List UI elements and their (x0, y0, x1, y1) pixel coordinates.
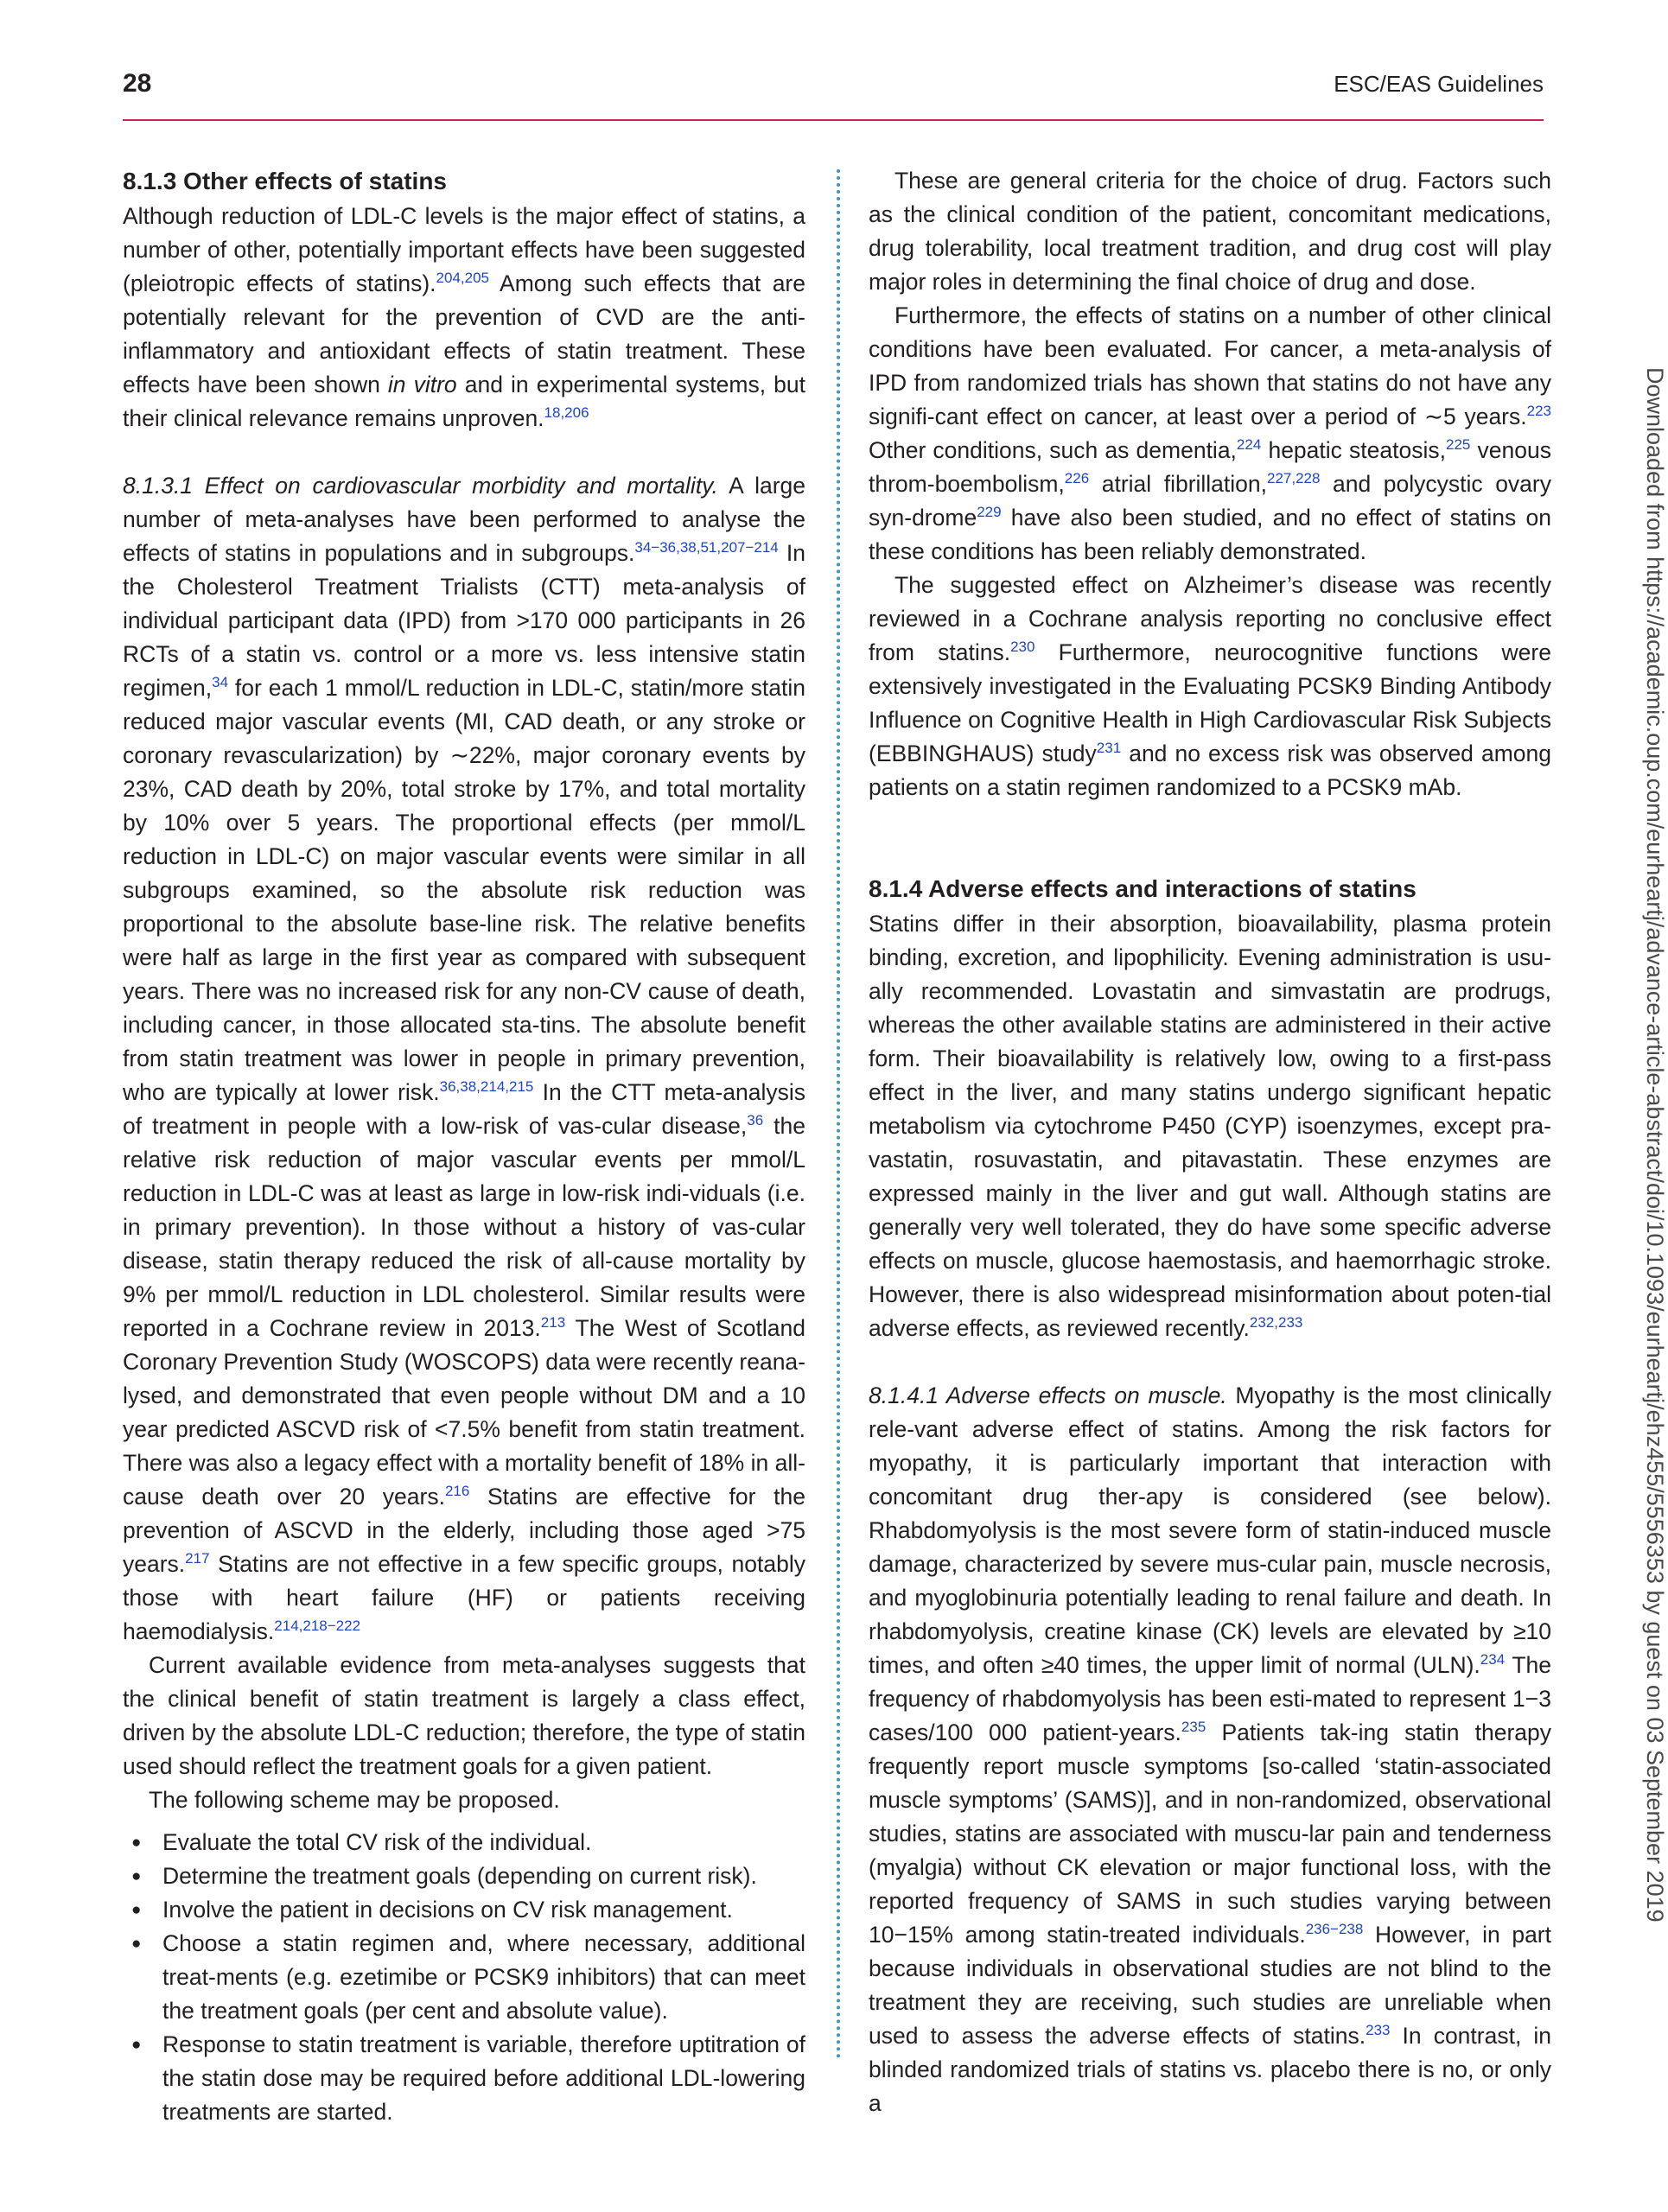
text-run: The suggested effect on Alzheimer’s disease was recently reviewed in a Cochrane analysis reporting no conclusive effect from statins. (869, 572, 1551, 665)
paragraph-muscle-effects (869, 1379, 1551, 2120)
paragraph-cv-morbidity (123, 469, 805, 1649)
citation-ref[interactable]: 225 (1446, 436, 1471, 453)
citation-ref[interactable]: 216 (444, 1483, 470, 1499)
text-run: Statins are not effective in a few specific groups, notably those with heart failure (HF) or patients receiving haemodialysis. (123, 1551, 805, 1644)
section-heading-8-1-4: 8.1.4 Adverse effects and interactions of statins (869, 875, 1417, 902)
subsection-heading-8-1-3-1: 8.1.3.1 Effect on cardiovascular morbidity and mortality. (123, 473, 718, 499)
citation-ref[interactable]: 217 (185, 1550, 210, 1567)
text-run: venous throm-boembolism, (869, 437, 1551, 497)
citation-ref[interactable]: 36,38,214,215 (439, 1078, 534, 1095)
citation-ref[interactable]: 34−36,38,51,207−214 (634, 539, 779, 556)
text-run: have also been studied, and no effect of statins on these conditions has been reliably demonstrated. (869, 505, 1551, 564)
paragraph-alzheimers (869, 569, 1551, 804)
citation-ref[interactable]: 223 (1526, 403, 1551, 419)
text-run: In the Cholesterol Treatment Trialists (CTT) meta-analysis of individual participant data (IPD) from >170 000 participants in 26 RCTs of a statin vs. control or a more vs. less intensive statin regimen, (123, 540, 806, 701)
text-run: Statins are effective for the prevention of ASCVD in the elderly, including those aged >75 years. (123, 1484, 805, 1577)
citation-ref[interactable]: 34 (212, 674, 229, 690)
header-rule (123, 119, 1544, 121)
text-run: hepatic steatosis, (1261, 437, 1446, 463)
text-run: However, in part because individuals in observational studies are not blind to the treatment they are receiving, such studies are unreliable when used to assess the adverse effects of statins. (869, 1922, 1551, 2049)
bullet-item: ● Choose a statin regimen and, where necessary, additional treat-ments (e.g. ezetimibe or PCSK9 inhibitors) that can meet the treatment goals (per cent and absolute value). (123, 1927, 805, 2028)
section-heading-8-1-3: 8.1.3 Other effects of statins (123, 168, 448, 194)
text-run: and polycystic ovary syn-drome (869, 471, 1551, 531)
text-run: Myopathy is the most clinically rele-vant adverse effect of statins. Among the risk factors for myopathy, it is particularly important that interaction with concomitant drug ther-apy is considered (see below). Rhabdomyolysis is the most severe form of statin-induced muscle damage, characterized by severe mus-cular pain, muscle necrosis, and myoglobinuria potentially leading to renal failure and death. In rhabdomyolysis, creatine kinase (CK) levels are elevated by ≥10 times, and often ≥40 times, the upper limit of normal (ULN). (869, 1382, 1551, 1678)
citation-ref[interactable]: 226 (1064, 470, 1090, 486)
text-run: Other conditions, such as dementia, (869, 437, 1237, 463)
paragraph-statin-pharmacology (869, 907, 1551, 1345)
text-run: atrial fibrillation, (1089, 471, 1268, 497)
citation-ref[interactable]: 213 (540, 1314, 566, 1331)
citation-ref[interactable]: 227,228 (1267, 470, 1321, 486)
running-head: ESC/EAS Guidelines (1334, 71, 1544, 97)
download-notice: Downloaded from https://academic.oup.com/eurheartj/advance-article-abstract/doi/10.1093/eurheartj/ehz455/5556353 by guest on 03 September 2019 (1642, 367, 1668, 1923)
text-run: the relative risk reduction of major vascular events per mmol/L reduction in LDL-C was at least as large in low-risk indi-viduals (i.e. in primary prevention). In those without a history of vas-cular disease, statin therapy reduced the risk of all-cause mortality by 9% per mmol/L reduction in LDL cholesterol. Similar results were reported in a Cochrane review in 2013. (123, 1113, 805, 1341)
page-number: 28 (123, 69, 152, 98)
citation-ref[interactable]: 234 (1480, 1651, 1506, 1668)
spacer (123, 435, 805, 469)
paragraph-other-conditions (869, 299, 1551, 569)
text-run: Among such effects that are potentially relevant for the prevention of CVD are the anti-inflammatory and antioxidant effects of statin treatment. These effects have been shown (123, 270, 805, 397)
citation-ref[interactable]: 224 (1236, 436, 1262, 453)
paragraph-drug-choice: These are general criteria for the choice of drug. Factors such as the clinical condition of the patient, concomitant medications, drug tolerability, local treatment tradition, and drug cost will play major roles in determining the final choice of drug and dose. (869, 168, 1551, 295)
citation-ref[interactable]: 236−238 (1305, 1921, 1364, 1937)
right-column (869, 164, 1551, 2120)
paragraph-pleiotropic-effects (123, 200, 805, 435)
scheme-bullet-list (123, 1826, 805, 2129)
text-run: Patients tak-ing statin therapy frequently report muscle symptoms [so-called ‘statin-associated muscle symptoms’ (SAMS)], and in non-randomized, observational studies, statins are associated with muscu-lar pain and tenderness (myalgia) without CK elevation or major functional loss, with the reported frequency of SAMS in such studies varying between 10−15% among statin-treated individuals. (869, 1719, 1551, 1948)
paragraph-class-effect: Current available evidence from meta-analyses suggests that the clinical benefit of statin treatment is largely a class effect, driven by the absolute LDL-C reduction; therefore, the type of statin used should reflect the treatment goals for a given patient. (123, 1652, 805, 1779)
spacer (869, 804, 1551, 872)
column-divider (837, 169, 840, 2060)
citation-ref[interactable]: 235 (1181, 1719, 1206, 1735)
bullet-item: ● Involve the patient in decisions on CV risk management. (123, 1893, 805, 1927)
text-run: The frequency of rhabdomyolysis has been esti-mated to represent 1−3 cases/100 000 patient-years. (869, 1652, 1551, 1745)
citation-ref[interactable]: 233 (1366, 2022, 1391, 2038)
text-run: In the CTT meta-analysis of treatment in people with a low-risk of vas-cular disease, (123, 1079, 805, 1139)
citation-ref[interactable]: 231 (1096, 740, 1122, 756)
text-run: Statins differ in their absorption, bioavailability, plasma protein binding, excretion, and lipophilicity. Evening administration is usu-ally recommended. Lovastatin and simvastatin are prodrugs, whereas the other available statins are administered in their active form. Their bioavailability is relatively low, owing to a first-pass effect in the liver, and many statins undergo significant hepatic metabolism via cytochrome P450 (CYP) isoenzymes, except pra-vastatin, rosuvastatin, and pitavastatin. These enzymes are expressed mainly in the liver and gut wall. Although statins are generally very well tolerated, they do have some specific adverse effects on muscle, glucose haemostasis, and haemorrhagic stroke. However, there is also widespread misinformation about poten-tial adverse effects, as reviewed recently. (869, 911, 1551, 1341)
bullet-item: ● Response to statin treatment is variable, therefore uptitration of the statin dose may be required before additional LDL-lowering treatments are started. (123, 2028, 805, 2129)
subsection-heading-8-1-4-1: 8.1.4.1 Adverse effects on muscle. (869, 1382, 1227, 1408)
citation-ref[interactable]: 214,218−222 (274, 1618, 361, 1634)
text-run: The West of Scotland Coronary Prevention Study (WOSCOPS) data were recently reana-lysed, and demonstrated that even people without DM and a 10 year predicted ASCVD risk of <7.5% benefit from statin treatment. There was also a legacy effect with a mortality benefit of 18% in all-cause death over 20 years. (123, 1315, 805, 1510)
text-run: and in experimental systems, but their clinical relevance remains unproven. (123, 372, 805, 431)
italic-text: in vitro (387, 372, 457, 397)
spacer (869, 1345, 1551, 1379)
citation-ref[interactable]: 232,233 (1249, 1314, 1303, 1331)
left-column (123, 164, 805, 2129)
citation-ref[interactable]: 204,205 (436, 270, 489, 286)
text-run: Although reduction of LDL-C levels is the major effect of statins, a number of other, potentially important effects have been suggested (pleiotropic effects of statins). (123, 203, 805, 296)
text-run: Furthermore, the effects of statins on a number of other clinical conditions have been evaluated. For cancer, a meta-analysis of IPD from randomized trials has shown that statins do not have any signifi-cant effect on cancer, at least over a period of ∼5 years. (869, 302, 1551, 429)
bullet-item: ● Evaluate the total CV risk of the individual. (123, 1826, 805, 1859)
paragraph-scheme-intro: The following scheme may be proposed. (149, 1787, 560, 1813)
bullet-item: ● Determine the treatment goals (depending on current risk). (123, 1859, 805, 1893)
text-run: A large number of meta-analyses have been performed to analyse the effects of statins in populations and in subgroups. (123, 473, 805, 566)
citation-ref[interactable]: 18,206 (544, 404, 589, 421)
text-run: In contrast, in blinded randomized trials of statins vs. placebo there is no, or only a (869, 2023, 1551, 2116)
citation-ref[interactable]: 229 (977, 504, 1002, 520)
text-run: Furthermore, neurocognitive functions were extensively investigated in the Evaluating PCSK9 Binding Antibody Influence on Cognitive Health in High Cardiovascular Risk Subjects (EBBINGHAUS) study (869, 639, 1551, 766)
citation-ref[interactable]: 230 (1010, 639, 1035, 655)
text-run: and no excess risk was observed among patients on a statin regimen randomized to a PCSK9 mAb. (869, 741, 1551, 800)
citation-ref[interactable]: 36 (747, 1112, 764, 1128)
text-run: for each 1 mmol/L reduction in LDL-C, statin/more statin reduced major vascular events (MI, CAD death, or any stroke or coronary revascularization) by ∼22%, major coronary events by 23%, CAD death by 20%, total stroke by 17%, and total mortality by 10% over 5 years. The proportional effects (per mmol/L reduction in LDL-C) on major vascular events were similar in all subgroups examined, so the absolute risk reduction was proportional to the absolute base-line risk. The relative benefits were half as large in the first year as compared with subsequent years. There was no increased risk for any non-CV cause of death, including cancer, in those allocated sta-tins. The absolute benefit from statin treatment was lower in people in primary prevention, who are typically at lower risk. (123, 675, 805, 1105)
